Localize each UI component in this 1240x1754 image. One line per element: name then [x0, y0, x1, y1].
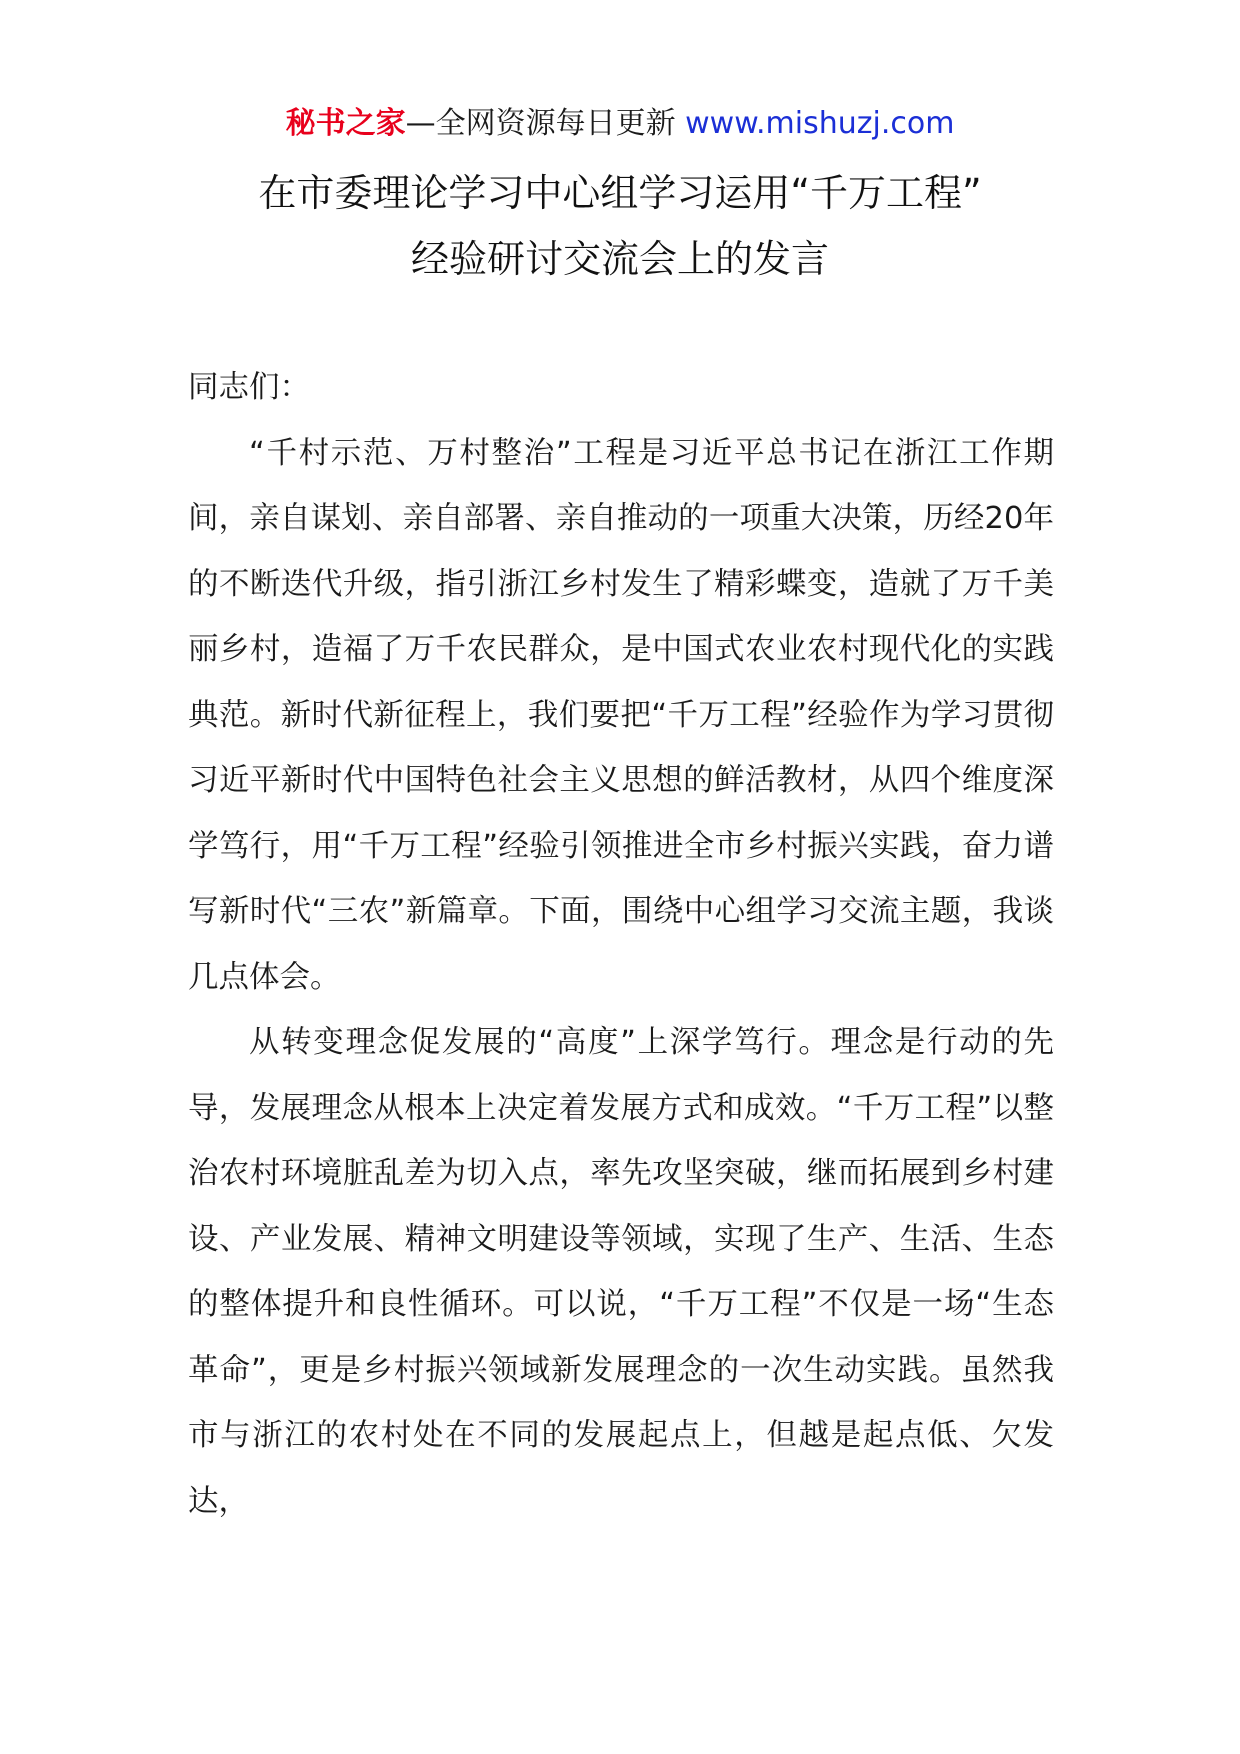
title-line-2: 经验研讨交流会上的发言 [410, 237, 829, 281]
site-header [0, 100, 1240, 148]
body-paragraph-2: 从转变理念促发展的“高度”上深学笃行。理念是行动的先导，发展理念从根本上决定着发展方式和成效。“千万工程”以整治农村环境脏乱差为切入点，率先攻坚突破，继而拓展到乡村建设、产业发展、精神文明建设等领域，实现了生产、生活、生态的整体提升和良性循环。可以说，“千万工程”不仅是一场“生态革命”，更是乡村振兴领域新发展理念的一次生动实践。虽然我市与浙江的农村处在不同的发展起点上，但越是起点低、欠发达， [188, 1025, 1054, 1519]
site-slogan: —全网资源每日更新 [405, 106, 686, 141]
salutation: 同志们： [188, 370, 310, 405]
document-body [188, 355, 1054, 1534]
site-url-link[interactable]: www.mishuzj.com [685, 106, 955, 141]
document-title [0, 160, 1240, 292]
title-line-1: 在市委理论学习中心组学习运用“千万工程” [258, 171, 982, 215]
body-paragraph-1: “千村示范、万村整治”工程是习近平总书记在浙江工作期间，亲自谋划、亲自部署、亲自推动的一项重大决策，历经20年的不断迭代升级，指引浙江乡村发生了精彩蝶变，造就了万千美丽乡村，造福了万千农民群众，是中国式农业农村现代化的实践典范。新时代新征程上，我们要把“千万工程”经验作为学习贯彻习近平新时代中国特色社会主义思想的鲜活教材，从四个维度深学笃行，用“千万工程”经验引领推进全市乡村振兴实践，奋力谱写新时代“三农”新篇章。下面，围绕中心组学习交流主题，我谈几点体会。 [188, 435, 1054, 995]
site-brand: 秘书之家 [285, 106, 406, 141]
